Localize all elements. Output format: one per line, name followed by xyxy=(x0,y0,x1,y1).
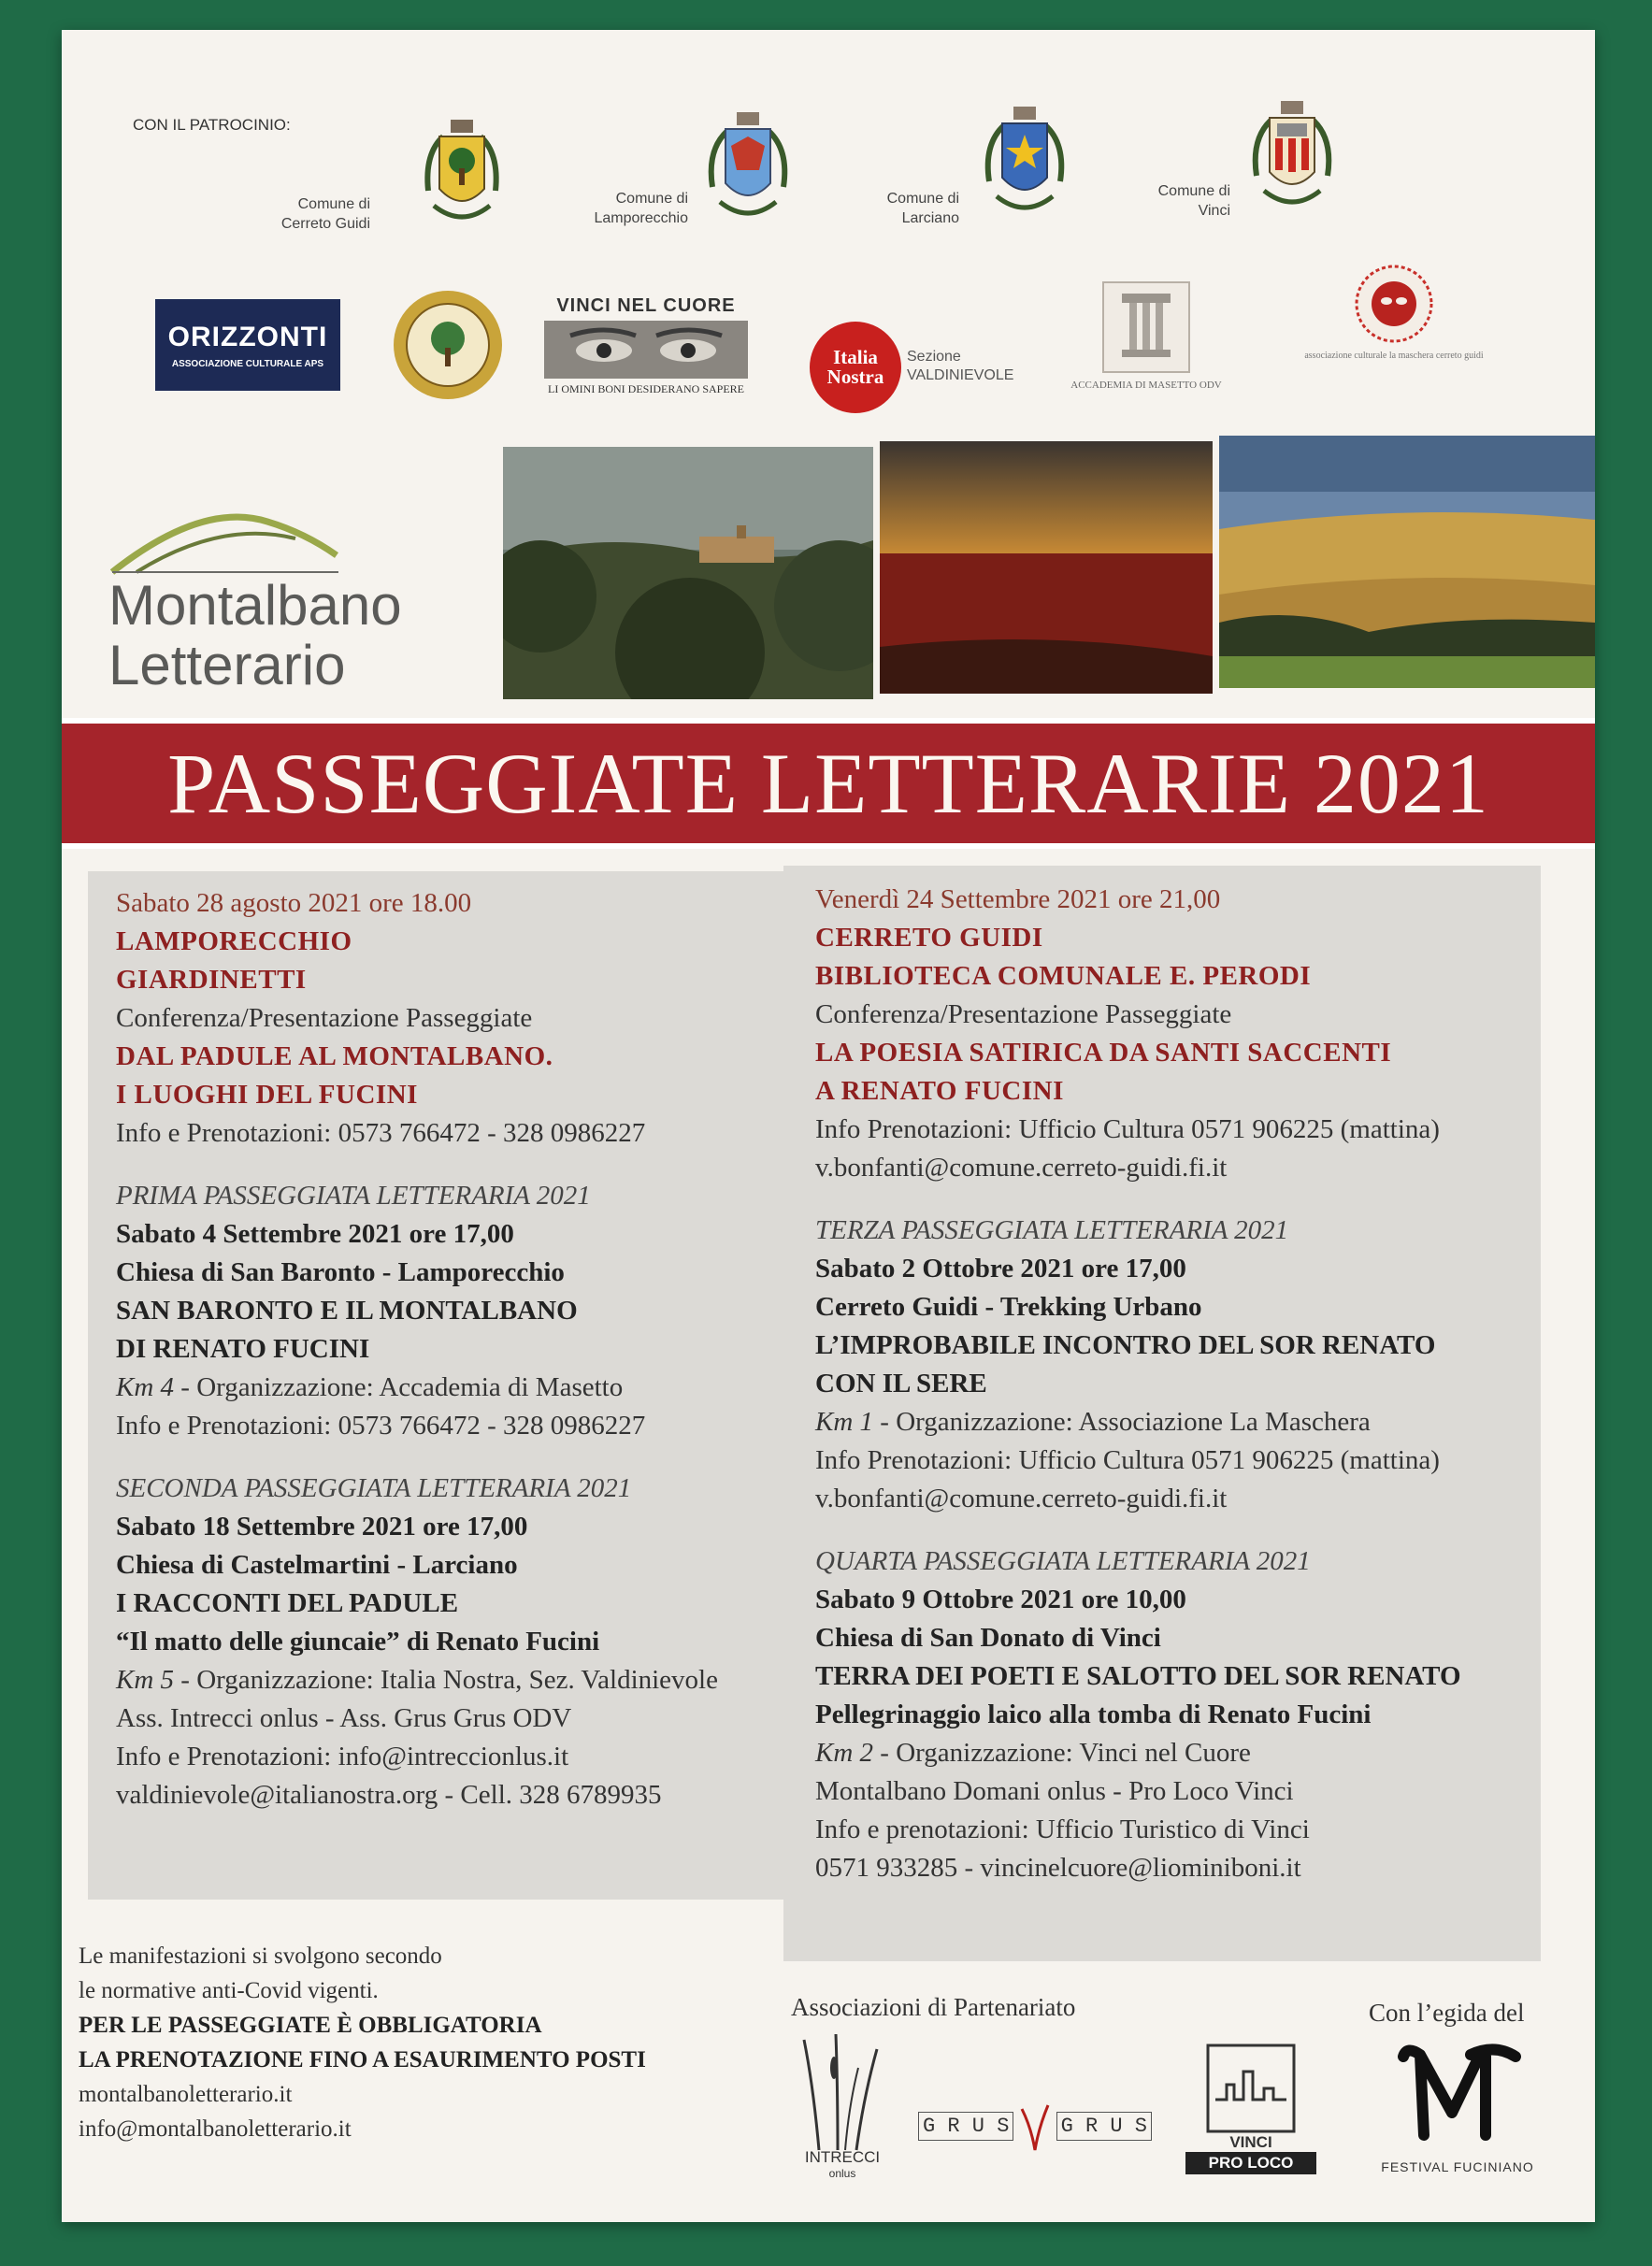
organizer-text: - Organizzazione: Italia Nostra, Sez. Valdinievole xyxy=(174,1665,718,1695)
distance-km: Km 4 xyxy=(116,1372,175,1402)
comune-prefix: Comune di xyxy=(1157,183,1230,199)
event-line-b: Chiesa di San Baronto - Lamporecchio xyxy=(116,1257,565,1287)
distance-km: Km 2 xyxy=(815,1738,874,1768)
accademia-masetto-logo xyxy=(1053,280,1240,391)
pro-loco-vinci-logo xyxy=(1185,2044,1316,2174)
event-line-red: CERRETO GUIDI xyxy=(815,923,1043,953)
grus-name-2: G R U S xyxy=(1056,2112,1152,2141)
eyes-portrait-icon xyxy=(544,321,748,379)
orizzonti-name: ORIZZONTI xyxy=(167,321,328,352)
booking-required-line1: PER LE PASSEGGIATE È OBBLIGATORIA xyxy=(79,2013,542,2038)
event-line-red: DAL PADULE AL MONTALBANO. xyxy=(116,1041,553,1071)
event-block xyxy=(815,1542,1461,1887)
event-block xyxy=(116,1470,718,1814)
comune-name: Vinci xyxy=(1198,203,1230,219)
event-line-b: Sabato 2 Ottobre 2021 ore 17,00 xyxy=(815,1254,1186,1284)
grus-name-1: G R U S xyxy=(918,2112,1013,2141)
event-line-b: SAN BARONTO E IL MONTALBANO xyxy=(116,1296,578,1326)
event-line-note: Info e Prenotazioni: 0573 766472 - 328 0986227 xyxy=(116,1411,646,1441)
poster-sheet xyxy=(62,30,1595,2222)
event-line-note xyxy=(116,1661,718,1700)
event-line-b: Pellegrinaggio laico alla tomba di Renato Fucini xyxy=(815,1700,1372,1729)
event-line-red: GIARDINETTI xyxy=(116,965,307,995)
event-line-red: A RENATO FUCINI xyxy=(815,1076,1064,1106)
event-line-b: L’IMPROBABILE INCONTRO DEL SOR RENATO xyxy=(815,1330,1436,1360)
event-line-note: v.bonfanti@comune.cerreto-guidi.fi.it xyxy=(815,1153,1228,1183)
event-line-it: SECONDA PASSEGGIATA LETTERARIA 2021 xyxy=(116,1473,632,1503)
title-band xyxy=(62,718,1595,849)
event-line-date: Sabato 28 agosto 2021 ore 18.00 xyxy=(116,888,472,918)
pro-loco-vinci-name: VINCI xyxy=(1229,2133,1272,2151)
comune-prefix: Comune di xyxy=(886,191,959,207)
festival-fuciniano-logo xyxy=(1378,2038,1537,2174)
lamporecchio-crest-icon xyxy=(703,108,793,230)
email-link[interactable]: info@montalbanoletterario.it xyxy=(79,2116,352,2142)
landscape-photo-villa xyxy=(503,447,873,699)
crane-bird-icon xyxy=(1018,2100,1052,2152)
left-events-column xyxy=(116,884,718,1814)
event-line-note: Montalbano Domani onlus - Pro Loco Vinci xyxy=(815,1776,1294,1806)
event-line-note: valdinievole@italianostra.org - Cell. 328 6789935 xyxy=(116,1780,662,1810)
festival-name: FESTIVAL FUCINIANO xyxy=(1381,2159,1534,2174)
event-line-note: Info e prenotazioni: Ufficio Turistico di Vinci xyxy=(815,1814,1310,1844)
pro-loco-label: PRO LOCO xyxy=(1185,2152,1316,2174)
accademia-column-icon xyxy=(1101,280,1191,374)
orizzonti-logo xyxy=(155,299,340,391)
event-line-note: Info Prenotazioni: Ufficio Cultura 0571 906225 (mattina) xyxy=(815,1114,1440,1144)
italia-nostra-section xyxy=(907,348,1013,385)
egida-label: Con l’egida del xyxy=(1369,1999,1525,2027)
vinci-nel-cuore-logo xyxy=(540,295,752,424)
comune-name: Larciano xyxy=(901,210,959,226)
brand-name-line1: Montalbano xyxy=(108,574,402,637)
event-line-note: Ass. Intrecci onlus - Ass. Grus Grus ODV xyxy=(116,1703,572,1733)
distance-km: Km 1 xyxy=(815,1407,874,1437)
intrecci-sub: onlus xyxy=(828,2167,856,2180)
comune-vinci-label xyxy=(1137,181,1230,221)
larciano-crest-icon xyxy=(980,103,1070,224)
event-line-note: v.bonfanti@comune.cerreto-guidi.fi.it xyxy=(815,1484,1228,1513)
comune-larciano-label xyxy=(866,189,959,228)
montalbano-hills-logo-icon xyxy=(108,484,342,576)
grus-grus-logo xyxy=(918,2100,1152,2152)
intrecci-logo xyxy=(791,2030,894,2180)
la-maschera-name: associazione culturale la maschera cerreto guidi xyxy=(1304,351,1484,361)
mask-emblem-icon xyxy=(1354,264,1434,344)
event-line-it: TERZA PASSEGGIATA LETTERARIA 2021 xyxy=(815,1215,1289,1245)
event-block xyxy=(116,1177,718,1445)
comune-prefix: Comune di xyxy=(615,191,688,207)
event-line-b: Sabato 18 Settembre 2021 ore 17,00 xyxy=(116,1512,528,1542)
comune-name: Cerreto Guidi xyxy=(280,216,370,232)
montalbano-domani-seal-icon xyxy=(391,288,505,402)
event-line-date: Venerdì 24 Settembre 2021 ore 21,00 xyxy=(815,884,1221,914)
event-line-note: Info Prenotazioni: Ufficio Cultura 0571 906225 (mattina) xyxy=(815,1445,1440,1475)
event-line-b: Cerreto Guidi - Trekking Urbano xyxy=(815,1292,1202,1322)
vinci-nel-cuore-motto: LI OMINI BONI DESIDERANO SAPERE xyxy=(548,382,744,395)
landscape-photo-fields xyxy=(1219,436,1595,688)
website-link[interactable]: montalbanoletterario.it xyxy=(79,2082,293,2107)
comune-lamporecchio-label xyxy=(567,189,688,228)
event-line-b: Sabato 4 Settembre 2021 ore 17,00 xyxy=(116,1219,514,1249)
intrecci-name: INTRECCI xyxy=(804,2148,881,2166)
event-line-b: “Il matto delle giuncaie” di Renato Fucini xyxy=(116,1627,600,1656)
brand-name-line2: Letterario xyxy=(108,634,346,696)
covid-note-line1: Le manifestazioni si svolgono secondo xyxy=(79,1943,442,1969)
event-line-red: LA POESIA SATIRICA DA SANTI SACCENTI xyxy=(815,1038,1392,1068)
organizer-text: - Organizzazione: Vinci nel Cuore xyxy=(873,1738,1251,1768)
organizer-text: - Organizzazione: Associazione La Maschera xyxy=(873,1407,1371,1437)
booking-required-line2: LA PRENOTAZIONE FINO A ESAURIMENTO POSTI xyxy=(79,2047,646,2072)
event-line-note: Conferenza/Presentazione Passeggiate xyxy=(116,1003,533,1033)
la-maschera-logo xyxy=(1277,264,1511,362)
event-line-b: Chiesa di Castelmartini - Larciano xyxy=(116,1550,518,1580)
partners-label: Associazioni di Partenariato xyxy=(791,1993,1076,2021)
right-events-column xyxy=(815,881,1461,1887)
footer-info xyxy=(79,1939,646,2146)
event-line-b: CON IL SERE xyxy=(815,1369,987,1398)
event-line-red: BIBLIOTECA COMUNALE E. PERODI xyxy=(815,961,1312,991)
event-line-note: Conferenza/Presentazione Passeggiate xyxy=(815,999,1232,1029)
orizzonti-subtitle: ASSOCIAZIONE CULTURALE APS xyxy=(171,358,324,369)
vinci-nel-cuore-name: VINCI NEL CUORE xyxy=(556,295,736,316)
italia-nostra-name: Italia Nostra xyxy=(826,346,884,388)
event-block xyxy=(116,884,718,1153)
event-line-red: I LUOGHI DEL FUCINI xyxy=(116,1080,418,1110)
event-line-note xyxy=(116,1369,718,1407)
patronage-label: CON IL PATROCINIO: xyxy=(133,116,291,134)
comune-prefix: Comune di xyxy=(297,196,370,212)
event-line-note: Info e Prenotazioni: info@intreccionlus.it xyxy=(116,1742,569,1771)
event-line-note xyxy=(815,1734,1461,1772)
event-line-it: PRIMA PASSEGGIATA LETTERARIA 2021 xyxy=(116,1181,591,1211)
italia-nostra-section-label: Sezione xyxy=(907,349,961,365)
italia-nostra-section-place: VALDINIEVOLE xyxy=(907,367,1014,383)
event-block xyxy=(815,1212,1461,1518)
vinci-crest-icon xyxy=(1247,97,1337,219)
accademia-name: ACCADEMIA DI MASETTO ODV xyxy=(1070,380,1222,391)
italia-nostra-logo xyxy=(810,322,901,413)
comune-name: Lamporecchio xyxy=(594,210,688,226)
organizer-text: - Organizzazione: Accademia di Masetto xyxy=(174,1372,624,1402)
event-line-b: Sabato 9 Ottobre 2021 ore 10,00 xyxy=(815,1585,1186,1614)
pro-loco-skyline-icon xyxy=(1206,2044,1296,2133)
event-line-note: Info e Prenotazioni: 0573 766472 - 328 0986227 xyxy=(116,1118,646,1148)
event-line-b: TERRA DEI POETI E SALOTTO DEL SOR RENATO xyxy=(815,1661,1461,1691)
event-line-b: Chiesa di San Donato di Vinci xyxy=(815,1623,1161,1653)
event-line-note: 0571 933285 - vincinelcuore@liominiboni.it xyxy=(815,1853,1301,1883)
event-line-b: DI RENATO FUCINI xyxy=(116,1334,370,1364)
event-line-b: I RACCONTI DEL PADULE xyxy=(116,1588,459,1618)
landscape-photo-sunset xyxy=(880,441,1213,694)
cerreto-guidi-crest-icon xyxy=(417,116,507,237)
event-block xyxy=(815,881,1461,1187)
event-line-note xyxy=(815,1403,1461,1441)
poster-title: PASSEGGIATE LETTERARIE 2021 xyxy=(167,736,1489,831)
covid-note-line2: le normative anti-Covid vigenti. xyxy=(79,1978,379,2003)
event-line-it: QUARTA PASSEGGIATA LETTERARIA 2021 xyxy=(815,1546,1311,1576)
reeds-icon xyxy=(791,2030,894,2152)
event-line-red: LAMPORECCHIO xyxy=(116,926,352,956)
distance-km: Km 5 xyxy=(116,1665,175,1695)
festival-monogram-icon xyxy=(1392,2038,1523,2150)
comune-cerreto-label xyxy=(249,194,370,234)
